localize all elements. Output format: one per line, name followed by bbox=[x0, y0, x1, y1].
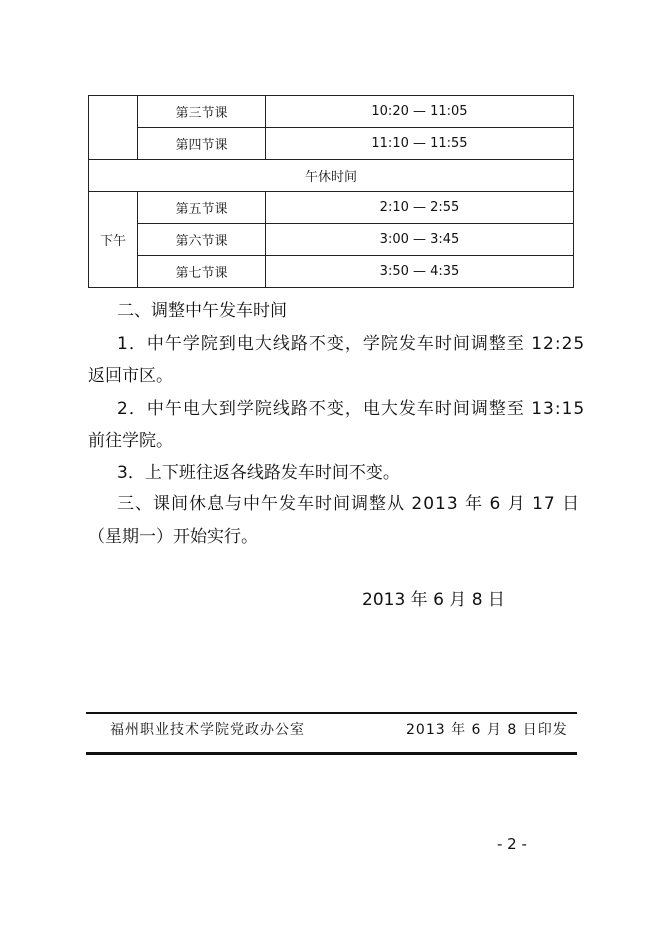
document-date: 2013 年 6 月 8 日 bbox=[362, 590, 505, 610]
table-row bbox=[89, 224, 574, 256]
item-1-line-2: 返回市区。 bbox=[88, 366, 173, 386]
table-row bbox=[89, 256, 574, 288]
footer-issue-date: 2013 年 6 月 8 日印发 bbox=[406, 722, 568, 738]
time-cell: 3:00 — 3:45 bbox=[266, 224, 574, 256]
class-schedule-table bbox=[88, 95, 574, 288]
session-cell: 下午 bbox=[89, 192, 138, 288]
lesson-cell: 第五节课 bbox=[138, 192, 266, 224]
lesson-cell: 第四节课 bbox=[138, 128, 266, 160]
time-cell: 10:20 — 11:05 bbox=[266, 96, 574, 128]
break-cell: 午休时间 bbox=[89, 160, 574, 192]
session-cell bbox=[89, 96, 138, 160]
footer-issuer: 福州职业技术学院党政办公室 bbox=[110, 722, 305, 738]
page-number: - 2 - bbox=[497, 835, 527, 853]
time-cell: 3:50 — 4:35 bbox=[266, 256, 574, 288]
time-cell: 11:10 — 11:55 bbox=[266, 128, 574, 160]
table-row bbox=[89, 96, 574, 128]
section-heading-2: 二、调整中午发车时间 bbox=[117, 301, 287, 321]
lesson-cell: 第三节课 bbox=[138, 96, 266, 128]
time-cell: 2:10 — 2:55 bbox=[266, 192, 574, 224]
lesson-cell: 第七节课 bbox=[138, 256, 266, 288]
item-3: 3．上下班往返各线路发车时间不变。 bbox=[117, 463, 400, 483]
item-2-line-2: 前往学院。 bbox=[88, 431, 173, 451]
table-row bbox=[89, 128, 574, 160]
footer-top-rule bbox=[86, 712, 577, 714]
section-heading-3-line-1: 三、课间休息与中午发车时间调整从 2013 年 6 月 17 日 bbox=[117, 494, 581, 514]
section-heading-3-line-2: （星期一）开始实行。 bbox=[88, 527, 258, 547]
item-2-line-1: 2．中午电大到学院线路不变，电大发车时间调整至 13:15 bbox=[117, 399, 586, 419]
footer-bottom-rule bbox=[86, 752, 577, 755]
table-row bbox=[89, 192, 574, 224]
item-1-line-1: 1．中午学院到电大线路不变，学院发车时间调整至 12:25 bbox=[117, 334, 586, 354]
table-row bbox=[89, 160, 574, 192]
lesson-cell: 第六节课 bbox=[138, 224, 266, 256]
